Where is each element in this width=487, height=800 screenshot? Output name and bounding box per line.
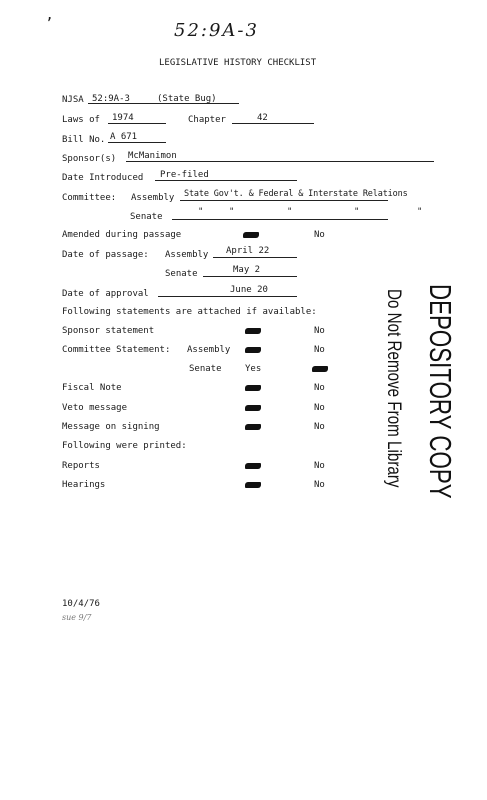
- chapter-label: Chapter: [188, 115, 226, 125]
- sponsors-label: Sponsor(s): [62, 154, 117, 164]
- njsa-value: 52:9A-3: [92, 94, 130, 104]
- printed-heading: Following were printed:: [62, 441, 187, 451]
- veto-message-label: Veto message: [62, 403, 128, 413]
- sponsors-value: McManimon: [128, 151, 177, 161]
- reports-no: No: [314, 461, 325, 471]
- amended-label: Amended during passage: [62, 230, 182, 240]
- hearings-label: Hearings: [62, 480, 106, 490]
- footer-initials: sue 9/7: [62, 613, 92, 622]
- committee-assembly-label: Assembly: [131, 193, 175, 203]
- committee-statement-label: Committee Statement:: [62, 345, 171, 355]
- page-title: LEGISLATIVE HISTORY CHECKLIST: [159, 58, 317, 68]
- redaction-mark: [245, 385, 261, 391]
- redaction-mark: [243, 232, 259, 238]
- bill-no-value: A 671: [110, 132, 138, 142]
- fiscal-note-label: Fiscal Note: [62, 383, 122, 393]
- reports-label: Reports: [62, 461, 100, 471]
- njsa-note: (State Bug): [157, 94, 217, 104]
- chapter-line: [232, 123, 314, 124]
- passage-senate-label: Senate: [165, 269, 198, 279]
- committee-senate-ditto: ": [287, 207, 293, 217]
- sponsor-statement-label: Sponsor statement: [62, 326, 155, 336]
- passage-senate-value: May 2: [233, 265, 261, 275]
- date-introduced-value: Pre-filed: [160, 170, 209, 180]
- fiscal-note-no: No: [314, 383, 325, 393]
- handwritten-statute-code: 52:9A-3: [174, 20, 259, 41]
- date-of-approval-label: Date of approval: [62, 289, 149, 299]
- laws-of-line: [108, 123, 166, 124]
- chapter-value: 42: [257, 113, 268, 123]
- footer-date: 10/4/76: [62, 599, 100, 609]
- redaction-mark: [245, 347, 261, 353]
- redaction-mark: [245, 328, 261, 334]
- tick-mark: ’: [45, 16, 54, 32]
- redaction-mark: [245, 424, 261, 430]
- committee-assembly-value: State Gov't. & Federal & Interstate Relations: [184, 189, 408, 199]
- date-introduced-label: Date Introduced: [62, 173, 144, 183]
- njsa-label: NJSA: [62, 95, 84, 105]
- passage-assembly-value: April 22: [226, 246, 270, 256]
- redaction-mark: [312, 366, 328, 372]
- date-of-passage-label: Date of passage:: [62, 250, 149, 260]
- passage-assembly-label: Assembly: [165, 250, 209, 260]
- redaction-mark: [245, 463, 261, 469]
- committee-senate-ditto: ": [354, 207, 360, 217]
- redaction-mark: [245, 482, 261, 488]
- date-of-approval-value: June 20: [230, 285, 268, 295]
- attached-heading: Following statements are attached if available:: [62, 307, 317, 317]
- passage-assembly-line: [213, 257, 297, 258]
- committee-senate-label: Senate: [130, 212, 163, 222]
- committee-assembly-line: [180, 200, 388, 201]
- bill-no-line: [108, 142, 166, 143]
- veto-message-no: No: [314, 403, 325, 413]
- date-introduced-line: [155, 180, 297, 181]
- bill-no-label: Bill No.: [62, 135, 106, 145]
- committee-statement-assembly-label: Assembly: [187, 345, 231, 355]
- message-on-signing-no: No: [314, 422, 325, 432]
- committee-senate-ditto: ": [417, 207, 423, 217]
- laws-of-label: Laws of: [62, 115, 100, 125]
- depository-stamp-title: DEPOSITORY COPY: [423, 284, 458, 499]
- committee-senate-line: [172, 219, 388, 220]
- laws-of-value: 1974: [112, 113, 134, 123]
- passage-senate-line: [203, 276, 297, 277]
- committee-statement-assembly-no: No: [314, 345, 325, 355]
- depository-stamp-notice: Do Not Remove From Library: [383, 289, 404, 488]
- date-of-approval-line: [158, 296, 297, 297]
- sponsors-line: [126, 161, 434, 162]
- message-on-signing-label: Message on signing: [62, 422, 160, 432]
- committee-label: Committee:: [62, 193, 117, 203]
- amended-no: No: [314, 230, 325, 240]
- hearings-no: No: [314, 480, 325, 490]
- committee-senate-ditto: ": [229, 207, 235, 217]
- redaction-mark: [245, 405, 261, 411]
- committee-statement-senate-label: Senate: [189, 364, 222, 374]
- sponsor-statement-no: No: [314, 326, 325, 336]
- committee-statement-senate-yes: Yes: [245, 364, 262, 374]
- committee-senate-ditto: ": [198, 207, 204, 217]
